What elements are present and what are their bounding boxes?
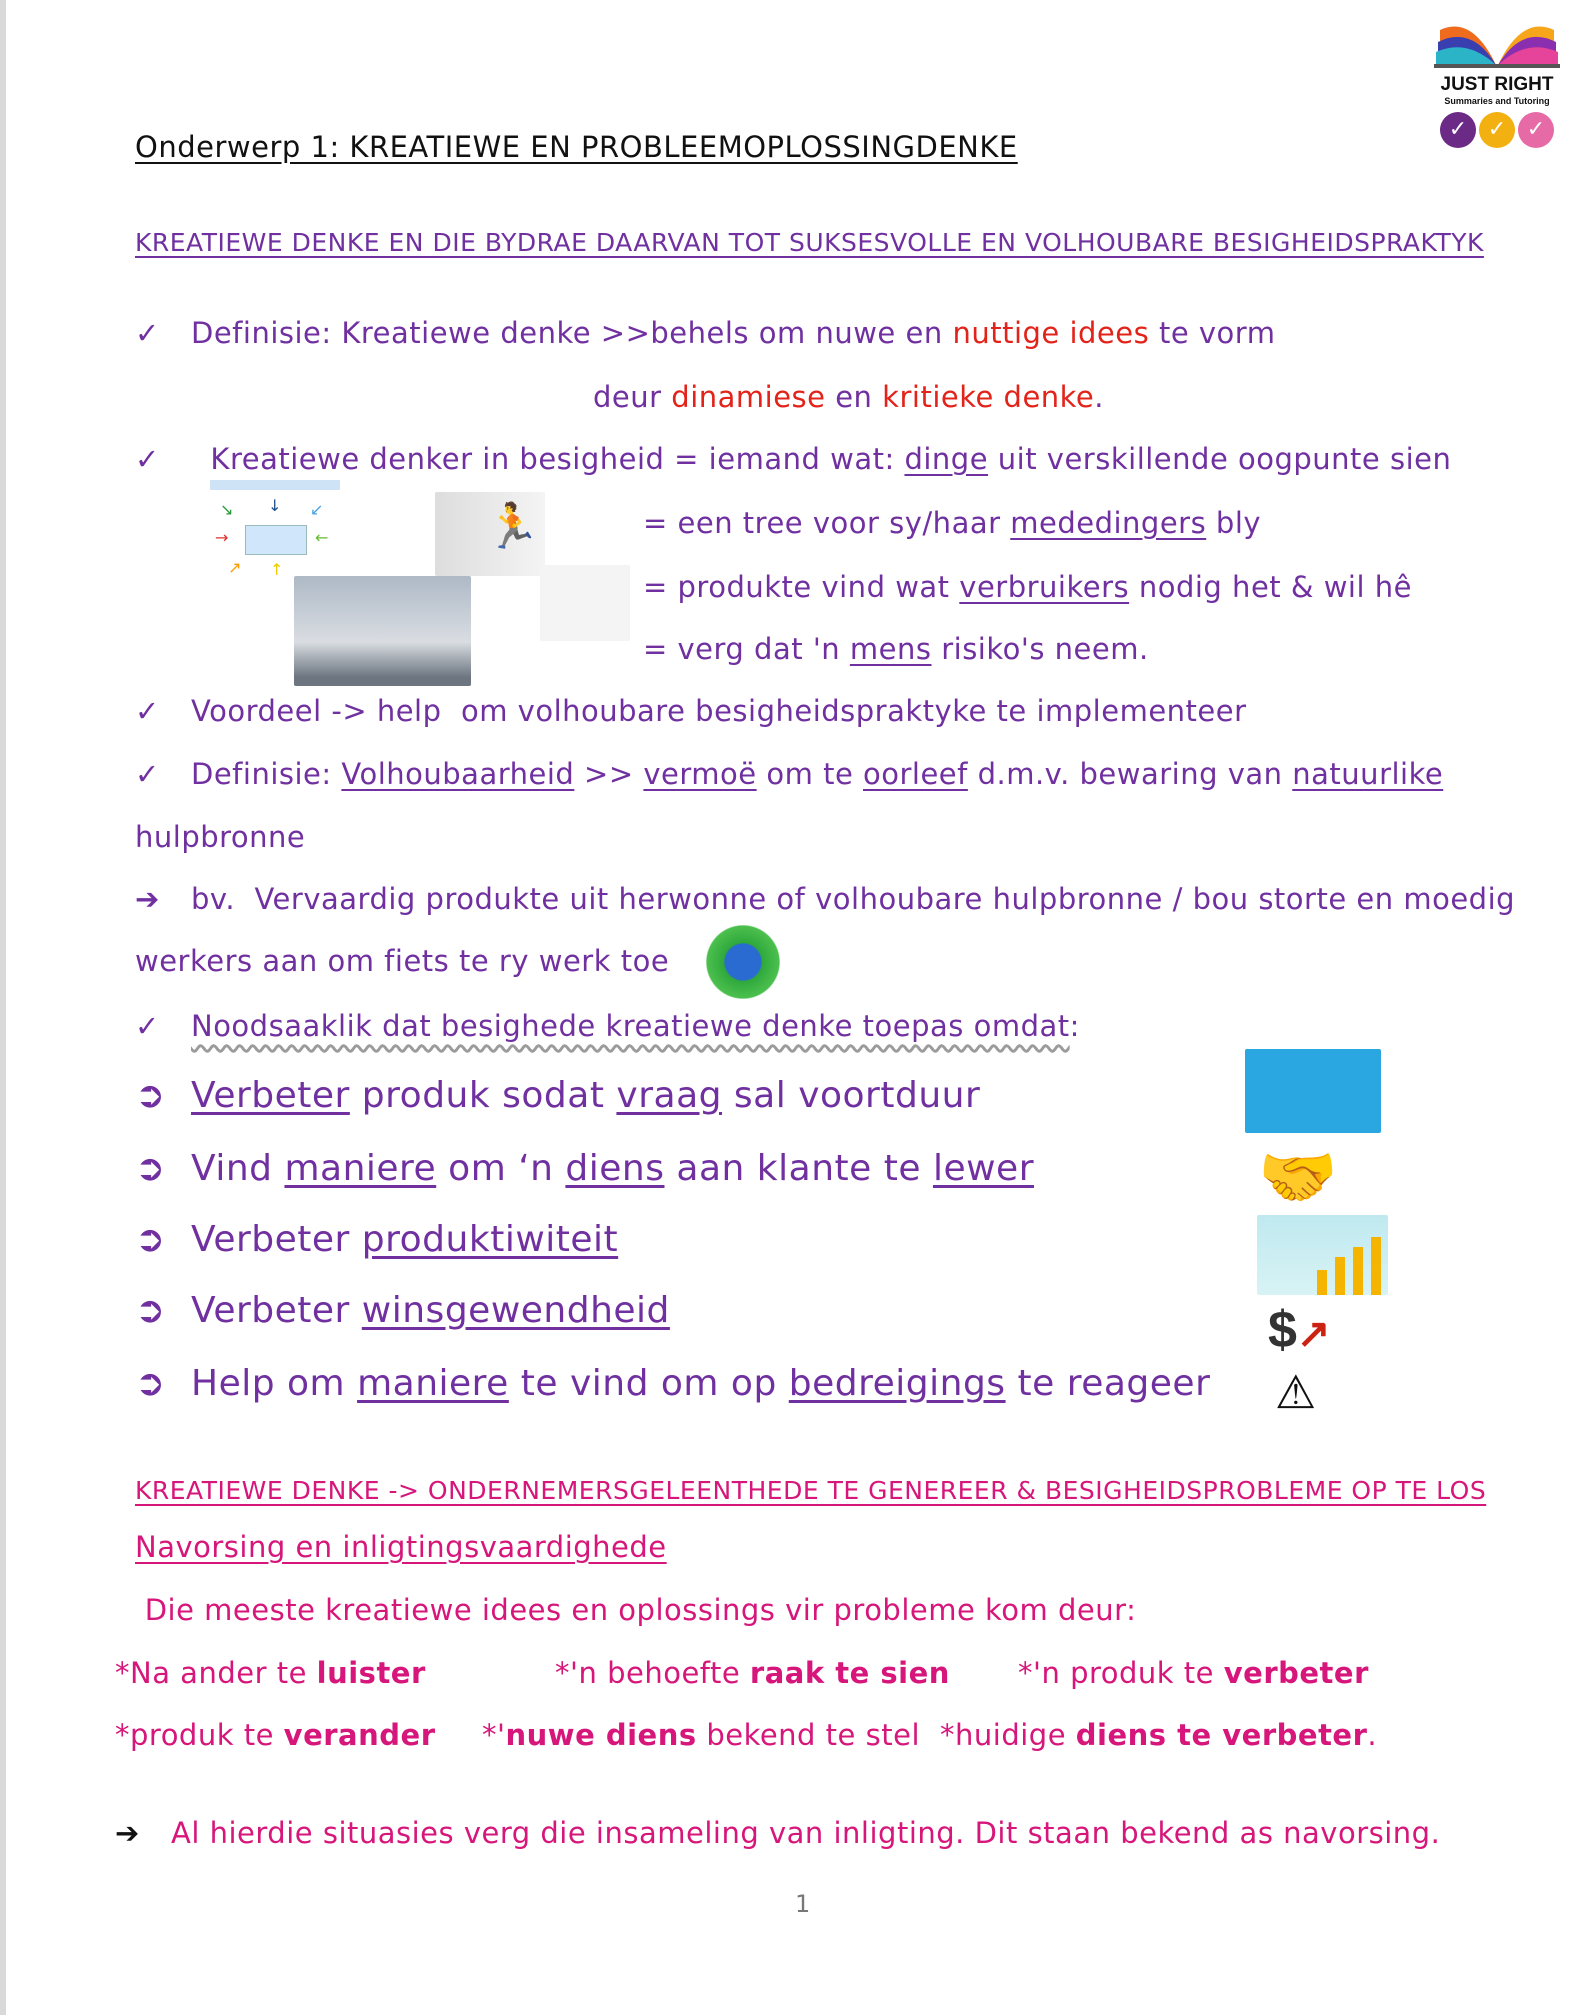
text-segment: *'	[482, 1718, 506, 1752]
checkmark-icon: ✓	[135, 1009, 160, 1043]
text-segment: Definisie: Kreatiewe denke >>behels om nuwe en	[191, 316, 953, 350]
check-badge-icon: ✓	[1479, 112, 1515, 148]
text-segment: Al hierdie situasies verg die insameling van inligting. Dit staan bekend as navorsing.	[171, 1816, 1441, 1850]
text-segment: vermoë	[643, 757, 757, 791]
perspectives-diagram-image: ↘ ↓ ↙ → ← ↗ ↑	[210, 480, 340, 580]
text-line-r4	[135, 1290, 670, 1331]
text-segment: kritieke denke	[882, 380, 1095, 414]
handshake-icon: 🤝	[1258, 1141, 1338, 1215]
text-segment: mens	[849, 632, 932, 666]
text-segment: *huidige	[940, 1718, 1076, 1752]
text-segment: winsgewendheid	[361, 1290, 670, 1331]
text-segment: produk sodat	[349, 1075, 617, 1116]
text-line-c1	[115, 1656, 426, 1690]
text-segment: Verbeter	[191, 1075, 350, 1116]
text-line-d4	[643, 632, 1149, 666]
text-segment: = een tree voor sy/haar	[643, 506, 1011, 540]
text-line-def2	[135, 757, 1443, 791]
text-segment: produktiwiteit	[361, 1219, 619, 1260]
text-segment: KREATIEWE DENKE EN DIE BYDRAE DAARVAN TOT SUKSESVOLLE EN VOLHOUBARE BESIGHEIDSPRAKTYK	[135, 228, 1484, 257]
text-line-def1b	[593, 380, 1104, 414]
book-logo-icon	[1432, 10, 1562, 70]
scale-image	[1245, 1049, 1381, 1133]
text-segment: = verg dat 'n	[643, 632, 850, 666]
text-segment: verbruikers	[959, 570, 1130, 604]
text-line-def2b	[135, 820, 305, 854]
text-segment: uit verskillende oogpunte sien	[988, 442, 1452, 476]
page-number: 1	[795, 1890, 811, 1918]
text-segment: lewer	[932, 1148, 1034, 1189]
text-segment: bekend te stel	[696, 1718, 920, 1752]
text-line-nood	[135, 1009, 1080, 1043]
arrow-bullet-icon: ➲	[135, 1075, 166, 1116]
text-segment: luister	[316, 1656, 426, 1690]
dollar-growth-icon: $↗	[1268, 1301, 1331, 1359]
text-line-c3	[1018, 1656, 1369, 1690]
text-segment: nodig het & wil hê	[1129, 570, 1412, 604]
text-segment: d.m.v. bewaring van	[967, 757, 1293, 791]
arrow-bullet-icon: ➔	[135, 882, 160, 916]
arrow-bullet-icon: ➲	[135, 1363, 166, 1404]
text-segment: dinamiese	[671, 380, 826, 414]
text-segment: = produkte vind wat	[643, 570, 960, 604]
text-line-c2	[555, 1656, 950, 1690]
text-segment: nuwe diens	[505, 1718, 697, 1752]
text-segment: *produk te	[115, 1718, 284, 1752]
text-line-meeste	[135, 1593, 1136, 1627]
logo-subtitle: Summaries and Tutoring	[1444, 96, 1550, 106]
text-segment: bv. Vervaardig produkte uit herwonne of volhoubare hulpbronne / bou storte en moedig	[191, 882, 1516, 916]
text-line-c6	[940, 1718, 1377, 1752]
text-line-d2	[643, 506, 1261, 540]
text-segment: *'n produk te	[1018, 1656, 1224, 1690]
text-line-title	[135, 130, 1018, 164]
text-line-r2	[135, 1148, 1034, 1189]
arrow-bullet-icon: ➲	[135, 1148, 166, 1189]
arrow-bullet-icon: ➲	[135, 1290, 166, 1331]
text-segment: en	[825, 380, 883, 414]
text-segment: Kreatiewe denker in besigheid = iemand wat:	[191, 442, 905, 476]
text-segment: aan klante te	[664, 1148, 933, 1189]
text-segment: Volhoubaarheid	[341, 757, 575, 791]
check-badge-icon: ✓	[1518, 112, 1554, 148]
text-segment: Definisie:	[191, 757, 342, 791]
arrow-bullet-icon: ➔	[115, 1816, 140, 1850]
text-segment: Noodsaaklik dat besighede kreatiewe denke toepas omdat	[191, 1009, 1070, 1043]
text-segment: diens	[565, 1148, 665, 1189]
text-segment: Verbeter	[191, 1219, 362, 1260]
text-segment: oorleef	[863, 757, 968, 791]
text-line-def1	[135, 316, 1275, 350]
text-segment: Vind	[191, 1148, 285, 1189]
text-segment: te reageer	[1005, 1363, 1211, 1404]
text-line-r3	[135, 1219, 618, 1260]
warning-icon: ⚠	[1275, 1365, 1317, 1419]
text-segment: bedreigings	[788, 1363, 1006, 1404]
text-segment: raak te sien	[749, 1656, 950, 1690]
text-segment: bly	[1206, 506, 1262, 540]
text-segment: te vind om op	[508, 1363, 789, 1404]
text-segment: Onderwerp 1: KREATIEWE EN PROBLEEMOPLOSSINGDENKE	[135, 130, 1018, 164]
text-segment: .	[1367, 1718, 1378, 1752]
text-line-c5	[482, 1718, 920, 1752]
text-segment: dinge	[904, 442, 989, 476]
text-segment: Die meeste kreatiewe idees en oplossings vir probleme kom deur:	[135, 1593, 1137, 1627]
text-line-r1	[135, 1075, 980, 1116]
text-segment: risiko's neem.	[931, 632, 1149, 666]
text-line-r5	[135, 1363, 1210, 1404]
text-segment: vraag	[616, 1075, 722, 1116]
runner-crowd-image: 🏃	[435, 492, 545, 576]
logo	[1432, 10, 1562, 150]
text-segment: *Na ander te	[115, 1656, 317, 1690]
text-line-bv	[135, 882, 1515, 916]
text-segment: om te	[756, 757, 863, 791]
text-segment: Navorsing en inligtingsvaardighede	[135, 1530, 667, 1564]
checkmark-icon: ✓	[135, 757, 160, 791]
text-segment: >>	[574, 757, 644, 791]
text-segment: maniere	[357, 1363, 509, 1404]
blindfolded-businesswoman-image	[294, 576, 471, 686]
text-segment: diens te verbeter	[1075, 1718, 1368, 1752]
text-line-heading2	[135, 1476, 1486, 1505]
text-segment: Voordeel -> help om volhoubare besigheidspraktyke te implementeer	[191, 694, 1247, 728]
text-segment: om ‘n	[436, 1148, 566, 1189]
text-segment: :	[1069, 1009, 1080, 1043]
text-line-al	[115, 1816, 1440, 1850]
text-segment: werkers aan om fiets te ry werk toe	[135, 944, 670, 978]
text-line-bvb	[135, 944, 669, 978]
text-segment: verbeter	[1223, 1656, 1369, 1690]
text-line-denker	[135, 442, 1451, 476]
checkmark-icon: ✓	[135, 316, 160, 350]
checkmark-icon: ✓	[135, 442, 160, 476]
text-segment: verander	[283, 1718, 436, 1752]
arrow-bullet-icon: ➲	[135, 1219, 166, 1260]
kneeling-figure-image	[540, 565, 630, 641]
text-segment: natuurlike	[1292, 757, 1444, 791]
text-segment: nuttige idees	[952, 316, 1150, 350]
text-segment: Help om	[191, 1363, 358, 1404]
check-badge-icon: ✓	[1440, 112, 1476, 148]
text-line-c4	[115, 1718, 436, 1752]
text-segment: KREATIEWE DENKE -> ONDERNEMERSGELEENTHEDE TE GENEREER & BESIGHEIDSPROBLEME OP TE LOS	[135, 1476, 1487, 1505]
text-segment: te vorm	[1149, 316, 1276, 350]
text-segment: sal voortduur	[721, 1075, 981, 1116]
logo-title: JUST RIGHT	[1440, 74, 1554, 95]
text-segment: Verbeter	[191, 1290, 362, 1331]
text-line-navorsing	[135, 1530, 667, 1564]
text-line-d3	[643, 570, 1412, 604]
text-segment: maniere	[284, 1148, 437, 1189]
recycle-globe-icon	[700, 920, 786, 1004]
checkmark-icon: ✓	[135, 694, 160, 728]
text-line-voordeel	[135, 694, 1247, 728]
text-segment: .	[1094, 380, 1104, 414]
text-line-heading1	[135, 228, 1484, 257]
page-edge	[0, 0, 6, 2015]
text-segment: hulpbronne	[135, 820, 306, 854]
text-segment: mededingers	[1010, 506, 1207, 540]
text-segment: deur	[593, 380, 672, 414]
growth-chart-image	[1257, 1215, 1388, 1295]
text-segment: *'n behoefte	[555, 1656, 750, 1690]
